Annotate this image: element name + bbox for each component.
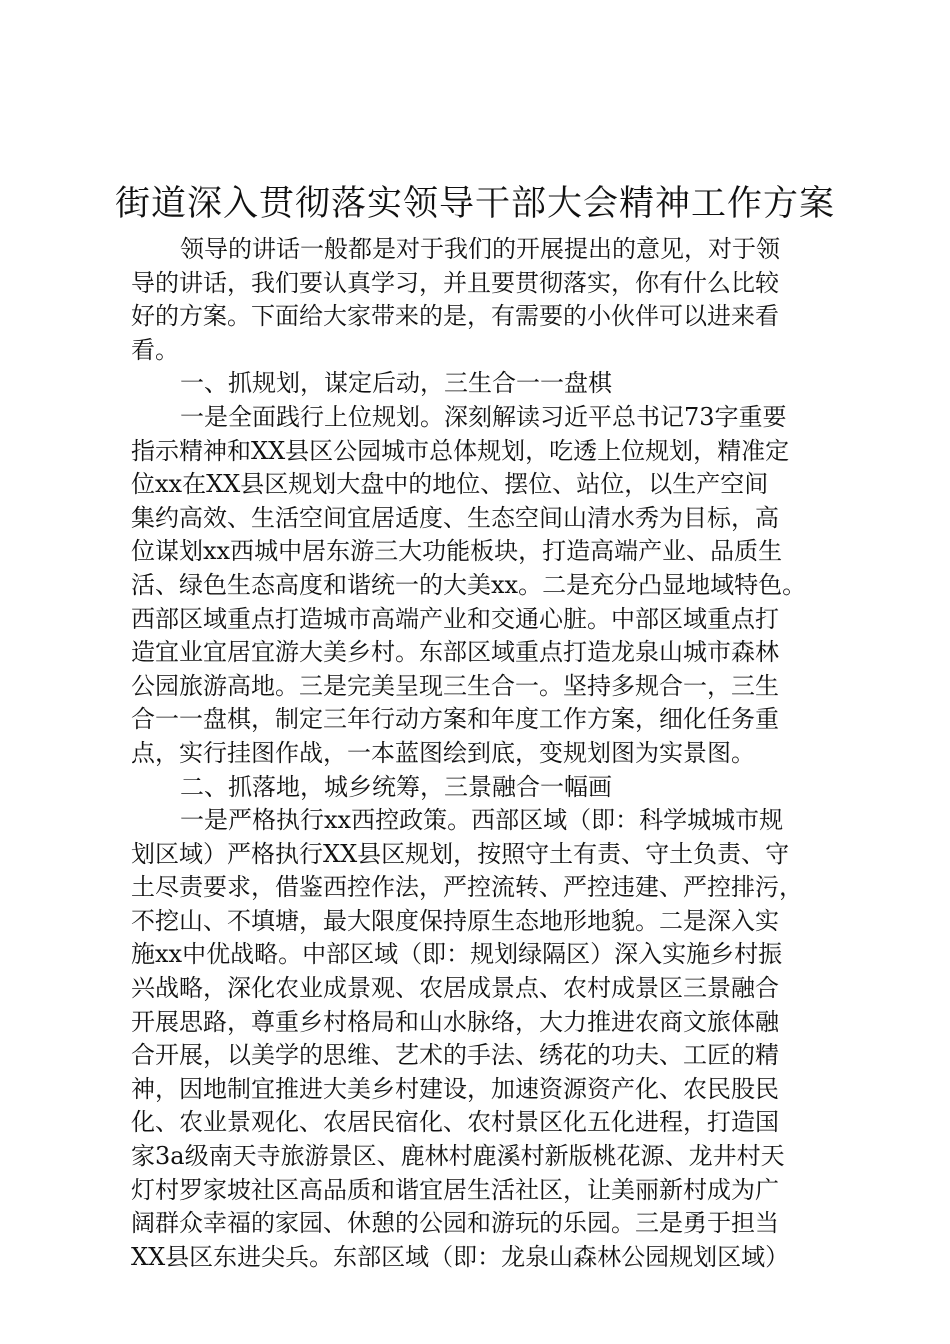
body-line: 西部区域重点打造城市高端产业和交通心脏。中部区域重点打	[131, 604, 779, 633]
body-line: 造宜业宜居宜游大美乡村。东部区域重点打造龙泉山城市森林	[131, 638, 779, 667]
body-line: 阔群众幸福的家园、休憩的公园和游玩的乐园。三是勇于担当	[131, 1209, 779, 1238]
body-line: 一是严格执行xx西控政策。西部区域（即：科学城城市规	[180, 806, 784, 835]
body-line: 划区域）严格执行XX县区规划，按照守土有责、守土负责、守	[131, 839, 790, 868]
body-line: 合一一盘棋，制定三年行动方案和年度工作方案，细化任务重	[131, 705, 779, 734]
body-line: XX县区东进尖兵。东部区域（即：龙泉山森林公园规划区域）	[131, 1242, 790, 1271]
body-line: 不挖山、不填塘，最大限度保持原生态地形地貌。二是深入实	[131, 906, 779, 935]
body-line: 土尽责要求，借鉴西控作法，严控流转、严控违建、严控排污，	[131, 873, 803, 902]
document-body	[131, 233, 841, 1274]
body-line: 神，因地制宜推进大美乡村建设，加速资源资产化、农民股民	[131, 1074, 779, 1103]
body-line: 看。	[131, 335, 179, 364]
body-line: 位xx在XX县区规划大盘中的地位、摆位、站位，以生产空间	[131, 470, 769, 499]
body-line: 指示精神和XX县区公园城市总体规划，吃透上位规划，精准定	[131, 436, 790, 465]
body-line: 导的讲话，我们要认真学习，并且要贯彻落实，你有什么比较	[131, 268, 779, 297]
body-line: 二、抓落地，城乡统筹，三景融合一幅画	[180, 772, 612, 801]
body-line: 化、农业景观化、农居民宿化、农村景区化五化进程，打造国	[131, 1108, 779, 1137]
body-line: 公园旅游高地。三是完美呈现三生合一。坚持多规合一，三生	[131, 671, 779, 700]
body-line: 一、抓规划，谋定后动，三生合一一盘棋	[180, 369, 612, 398]
body-line: 家3a级南天寺旅游景区、鹿林村鹿溪村新版桃花源、龙井村天	[131, 1142, 785, 1171]
body-line: 一是全面践行上位规划。深刻解读习近平总书记73字重要	[180, 402, 787, 431]
body-line: 点，实行挂图作战，一本蓝图绘到底，变规划图为实景图。	[131, 738, 755, 767]
body-line: 位谋划xx西城中居东游三大功能板块，打造高端产业、品质生	[131, 537, 783, 566]
body-line: 集约高效、生活空间宜居适度、生态空间山清水秀为目标，高	[131, 503, 779, 532]
body-line: 活、绿色生态高度和谐统一的大美xx。二是充分凸显地域特色。	[131, 570, 807, 599]
body-line: 合开展，以美学的思维、艺术的手法、绣花的功夫、工匠的精	[131, 1041, 779, 1070]
document-title: 街道深入贯彻落实领导干部大会精神工作方案	[114, 184, 835, 224]
body-line: 开展思路，尊重乡村格局和山水脉络，大力推进农商文旅体融	[131, 1007, 779, 1036]
body-line: 领导的讲话一般都是对于我们的开展提出的意见，对于领	[180, 235, 780, 263]
body-line: 兴战略，深化农业成景观、农居成景点、农村成景区三景融合	[131, 974, 779, 1003]
body-line: 灯村罗家坡社区高品质和谐宜居生活社区，让美丽新村成为广	[131, 1175, 779, 1204]
body-line: 施xx中优战略。中部区域（即：规划绿隔区）深入实施乡村振	[131, 940, 783, 969]
body-line: 好的方案。下面给大家带来的是，有需要的小伙伴可以进来看	[131, 302, 779, 331]
